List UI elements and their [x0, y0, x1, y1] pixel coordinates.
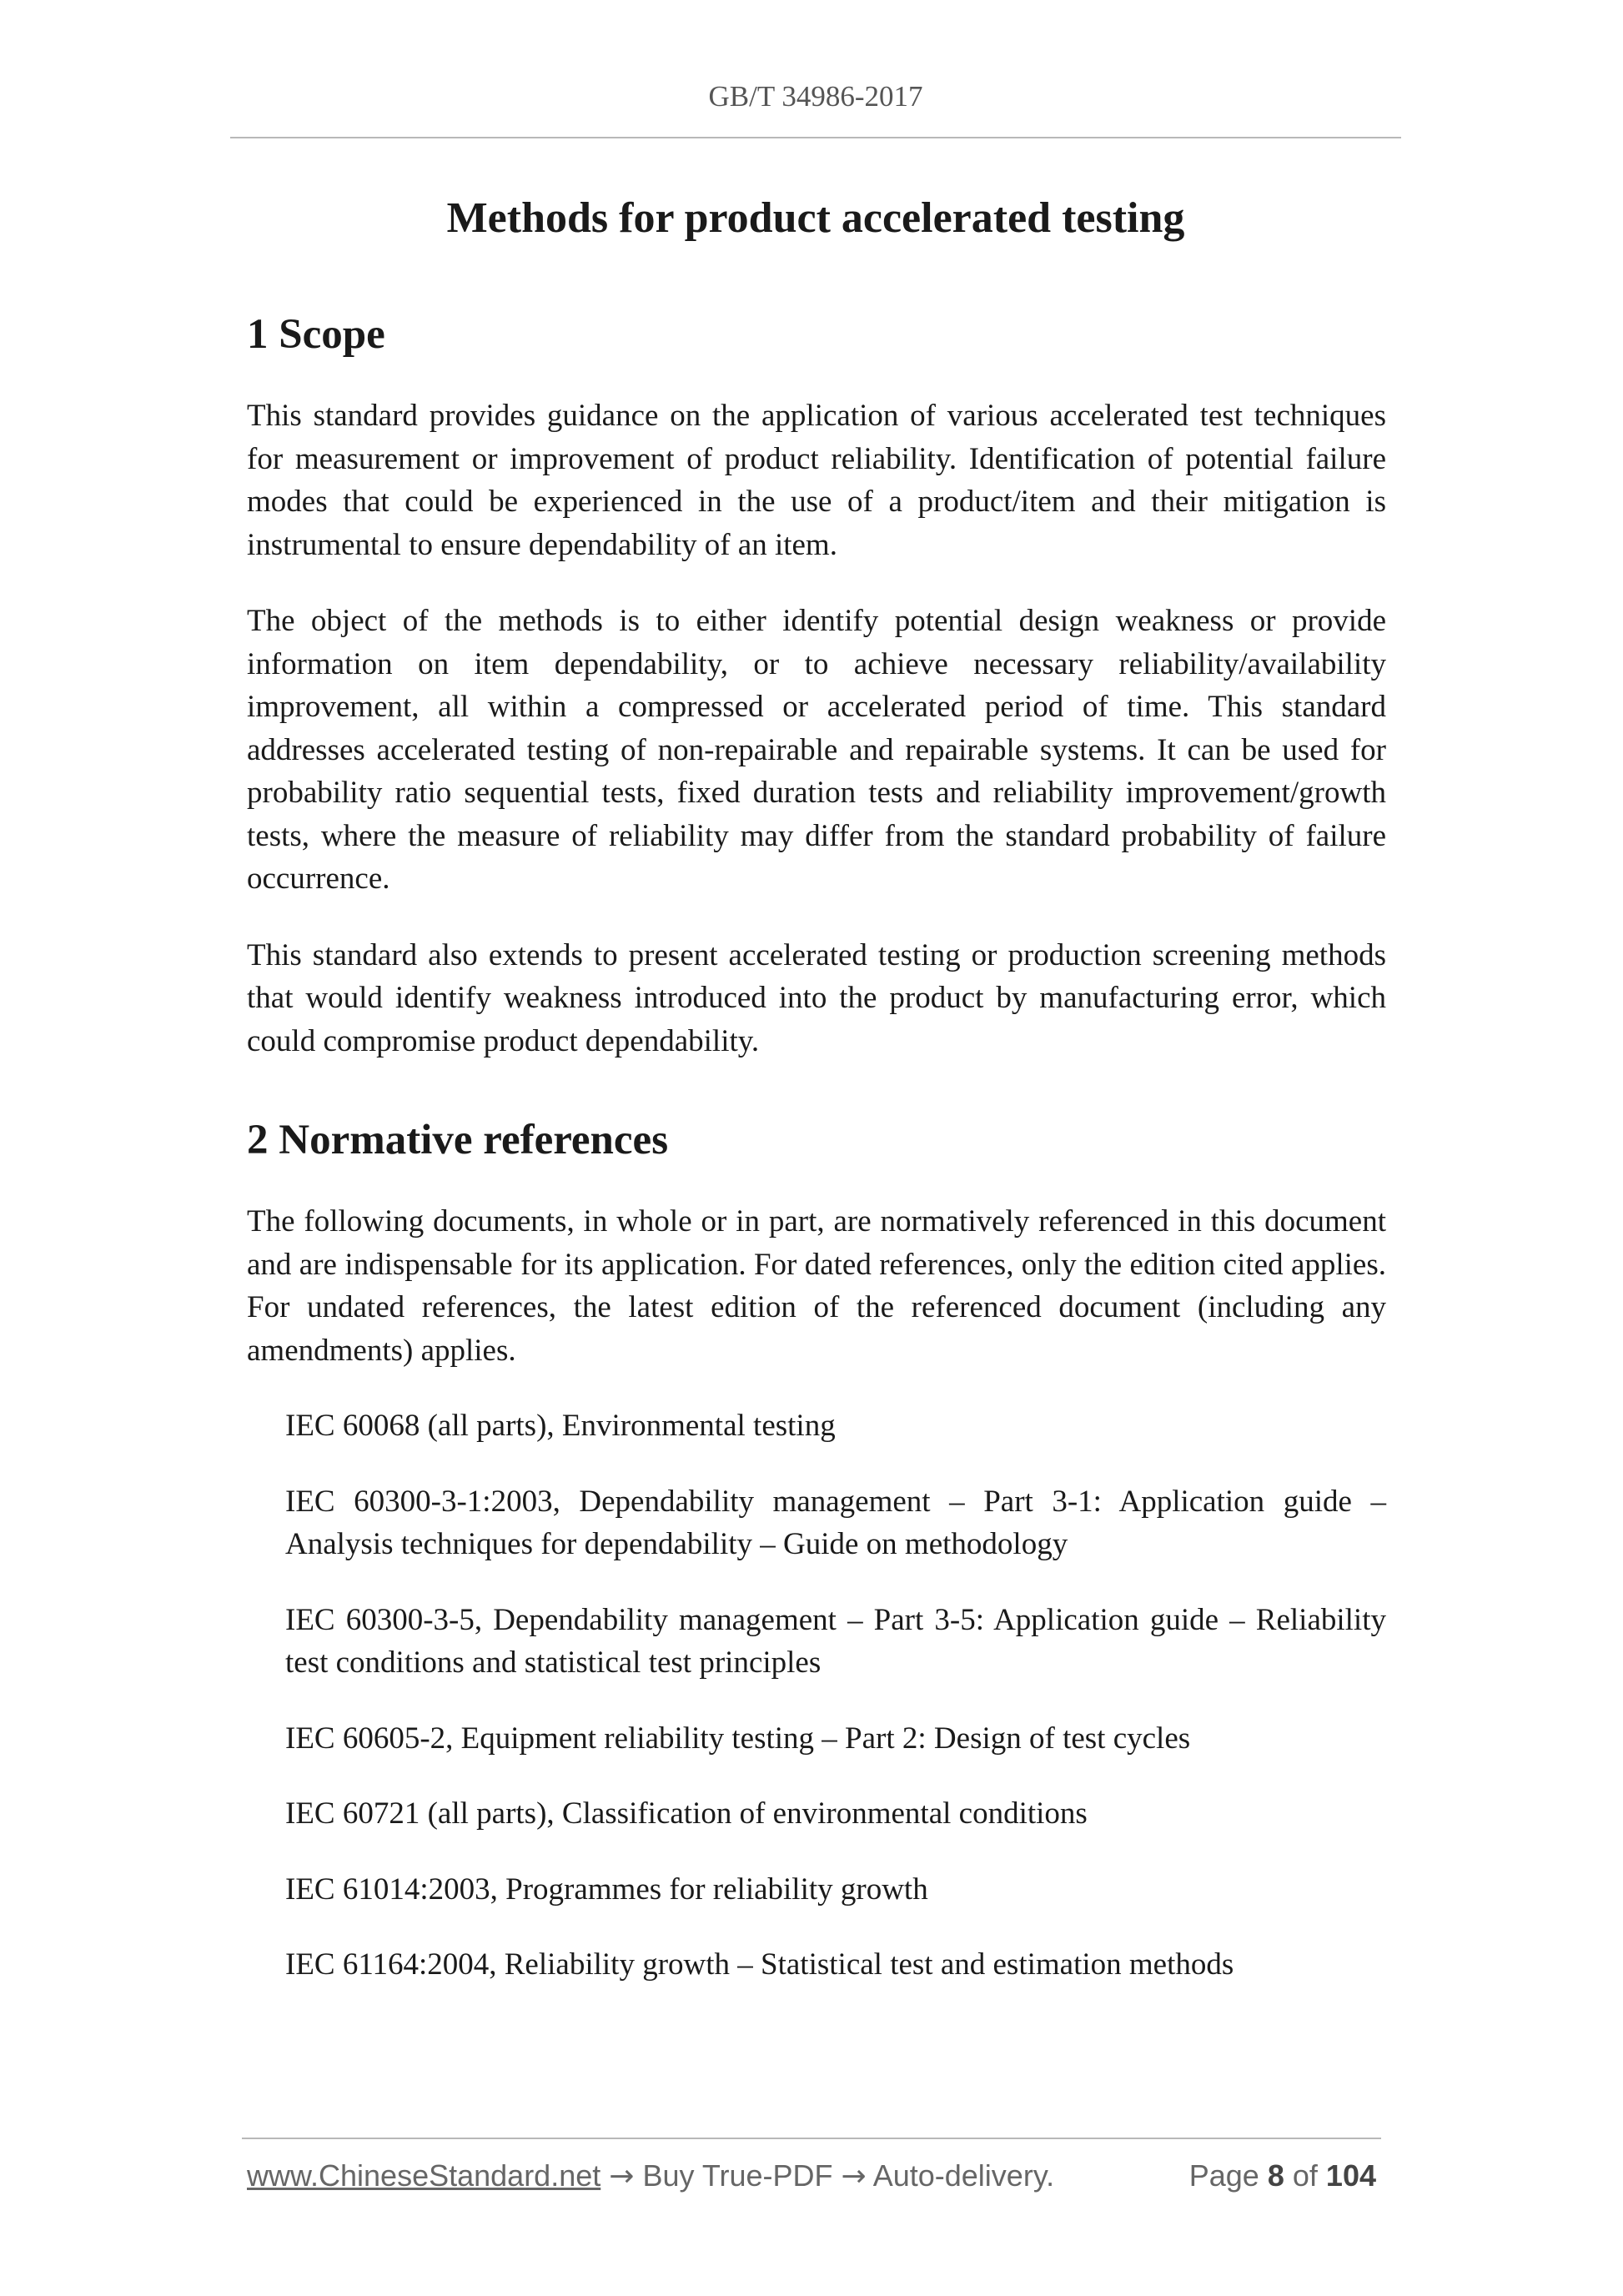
page-current-number: 8: [1267, 2158, 1284, 2193]
section-heading-normative-references: 2 Normative references: [247, 1117, 669, 1163]
normative-references-intro: The following documents, in whole or in part, are normatively referenced in this document and are indispensable for its application. For dated references, only the edition cited applies. For undated references, the latest edition of the referenced document (including any amendments) applies.: [247, 1204, 1386, 1368]
reference-item: IEC 60605-2, Equipment reliability testing – Part 2: Design of test cycles: [285, 1721, 1191, 1756]
footer-promo: [247, 2158, 1054, 2193]
reference-list: [247, 1404, 1386, 1987]
reference-item: IEC 60721 (all parts), Classification of environmental conditions: [285, 1796, 1088, 1831]
reference-item: IEC 60068 (all parts), Environmental testing: [285, 1409, 836, 1443]
section-heading-scope: 1 Scope: [247, 311, 385, 358]
page-label: Page: [1188, 2158, 1259, 2193]
auto-delivery-text: Auto-delivery.: [872, 2158, 1055, 2193]
section-normative-references: [247, 1111, 1386, 1987]
scope-paragraph: The object of the methods is to either identify potential design weakness or provide information on item dependability, or to achieve necessary reliability/availability improvement, all within a compressed or accelerated period of time. This standard addresses accelerated testing of non-repairable and repairable systems. It can be used for probability ratio sequential tests, fixed duration tests and reliability improvement/growth tests, where the measure of reliability may differ from the standard probability of failure occurrence.: [247, 604, 1386, 896]
scope-paragraph: This standard provides guidance on the application of various accelerated test techniques for measurement or improvement of product reliability. Identification of potential failure modes that could be experienced in the use of a product/item and their mitigation is instrumental to ensure dependability of an item.: [247, 399, 1386, 562]
document-body: [247, 305, 1386, 2019]
page-header-standard-number: GB/T 34986-2017: [708, 80, 923, 113]
section-scope: [247, 305, 1386, 1063]
page-total-number: 104: [1325, 2158, 1376, 2193]
page-of-label: of: [1292, 2158, 1318, 2193]
reference-item: IEC 60300-3-1:2003, Dependability management – Part 3-1: Application guide – Analysis techniques for dependability – Guide on methodology: [285, 1484, 1386, 1561]
reference-item: IEC 60300-3-5, Dependability management – Part 3-5: Application guide – Reliability test conditions and statistical test principles: [285, 1602, 1386, 1680]
buy-true-pdf-text: Buy True-PDF: [642, 2158, 833, 2193]
header-divider: [230, 137, 1401, 138]
reference-item: IEC 61014:2003, Programmes for reliability growth: [285, 1871, 928, 1907]
document-title: Methods for product accelerated testing: [446, 194, 1185, 242]
reference-item: IEC 61164:2004, Reliability growth – Statistical test and estimation methods: [285, 1947, 1234, 1982]
scope-paragraph: This standard also extends to present accelerated testing or production screening methods that would identify weakness introduced into the product by manufacturing error, which could compromise product dependability.: [247, 937, 1386, 1058]
arrow-right-icon: →: [841, 2159, 867, 2193]
footer-divider: [242, 2138, 1381, 2139]
website-link[interactable]: www.ChineseStandard.net: [247, 2158, 601, 2193]
page-counter: [1189, 2158, 1376, 2193]
arrow-right-icon: →: [609, 2159, 635, 2193]
